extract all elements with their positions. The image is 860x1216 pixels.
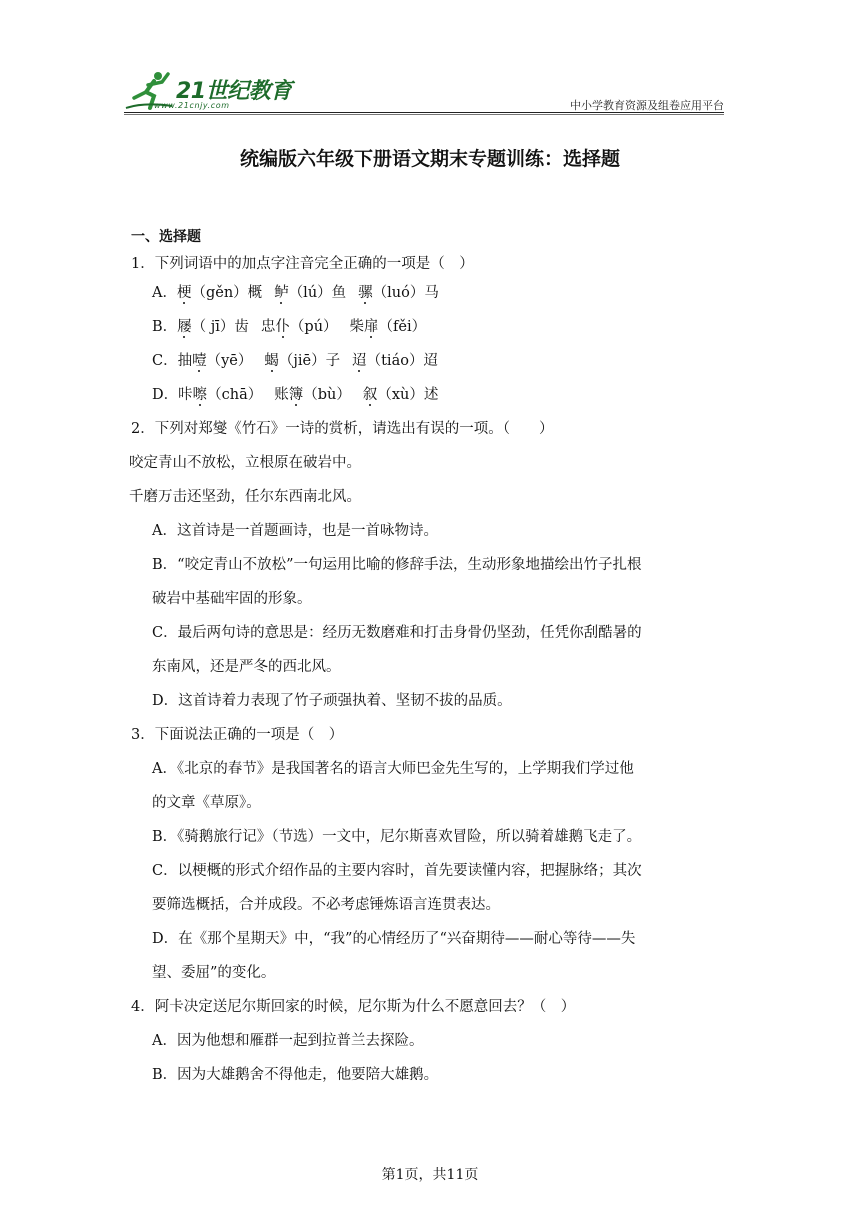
- question-stem: 2．下列对郑燮《竹石》一诗的赏析，请选出有误的一项。（ ）: [131, 421, 554, 437]
- question-stem: 4．阿卡决定送尼尔斯回家的时候，尼尔斯为什么不愿意回去？（ ）: [131, 999, 576, 1015]
- option-4b: B．因为大雄鹅舍不得他走，他要陪大雄鹅。: [152, 1067, 439, 1083]
- option-3d: D．在《那个星期天》中，“我”的心情经历了“兴奋期待——耐心等待——失: [152, 931, 636, 947]
- option-2d: D．这首诗着力表现了竹子顽强执着、坚韧不拔的品质。: [152, 693, 512, 709]
- option-2b: B．“咬定青山不放松”一句运用比喻的修辞手法，生动形象地描绘出竹子扎根: [152, 557, 642, 573]
- option-3b: B．《骑鹅旅行记》（节选）一文中，尼尔斯喜欢冒险，所以骑着雄鹅飞走了。: [152, 829, 642, 845]
- option-3d-cont: 望、委屈”的变化。: [152, 965, 276, 981]
- logo-text: 21世纪教育: [176, 79, 292, 104]
- option-1b: B．屦（ jī）齿 忠仆（pú） 柴扉（fěi）: [152, 319, 427, 335]
- document-body: [131, 226, 731, 1098]
- option-2c: C．最后两句诗的意思是：经历无数磨难和打击身骨仍坚劲，任凭你刮酷暑的: [152, 625, 642, 641]
- logo-url: www.21cnjy.com: [154, 101, 230, 110]
- option-1c: C．抽噎（yē） 蝎（jiē）子 迢（tiáo）迢: [152, 353, 438, 369]
- option-2b-cont: 破岩中基础牢固的形象。: [152, 591, 312, 607]
- option-3c-cont: 要筛选概括，合并成段。不必考虑锤炼语言连贯表达。: [152, 897, 500, 913]
- logo: [124, 68, 304, 112]
- option-2c-cont: 东南风，还是严冬的西北风。: [152, 659, 341, 675]
- page-number: 第1页，共11页: [381, 1167, 479, 1183]
- question-stem: 3．下面说法正确的一项是（ ）: [131, 727, 344, 743]
- header-divider: [124, 112, 724, 113]
- option-4a: A．因为他想和雁群一起到拉普兰去探险。: [152, 1033, 424, 1049]
- section-heading: 一、选择题: [131, 229, 201, 245]
- poem-line: 千磨万击还坚劲，任尔东西南北风。: [129, 489, 361, 505]
- page-header: [124, 62, 724, 114]
- question-stem: 1．下列词语中的加点字注音完全正确的一项是（ ）: [131, 256, 474, 272]
- option-3a: A．《北京的春节》是我国著名的语言大师巴金先生写的，上学期我们学过他: [152, 761, 634, 777]
- option-2a: A．这首诗是一首题画诗，也是一首咏物诗。: [152, 523, 438, 539]
- poem-line: 咬定青山不放松，立根原在破岩中。: [129, 455, 361, 471]
- option-1d: D．咔嚓（chā） 账簿（bù） 叙（xù）述: [152, 387, 439, 403]
- document-title: 统编版六年级下册语文期末专题训练：选择题: [239, 148, 620, 170]
- option-1a: A．梗（gěn）概 鲈（lú）鱼 骡（luó）马: [152, 285, 439, 301]
- option-3a-cont: 的文章《草原》。: [152, 795, 261, 811]
- header-divider-thin: [124, 114, 724, 115]
- platform-name: 中小学教育资源及组卷应用平台: [570, 99, 724, 112]
- option-3c: C．以梗概的形式介绍作品的主要内容时，首先要读懂内容，把握脉络；其次: [152, 863, 642, 879]
